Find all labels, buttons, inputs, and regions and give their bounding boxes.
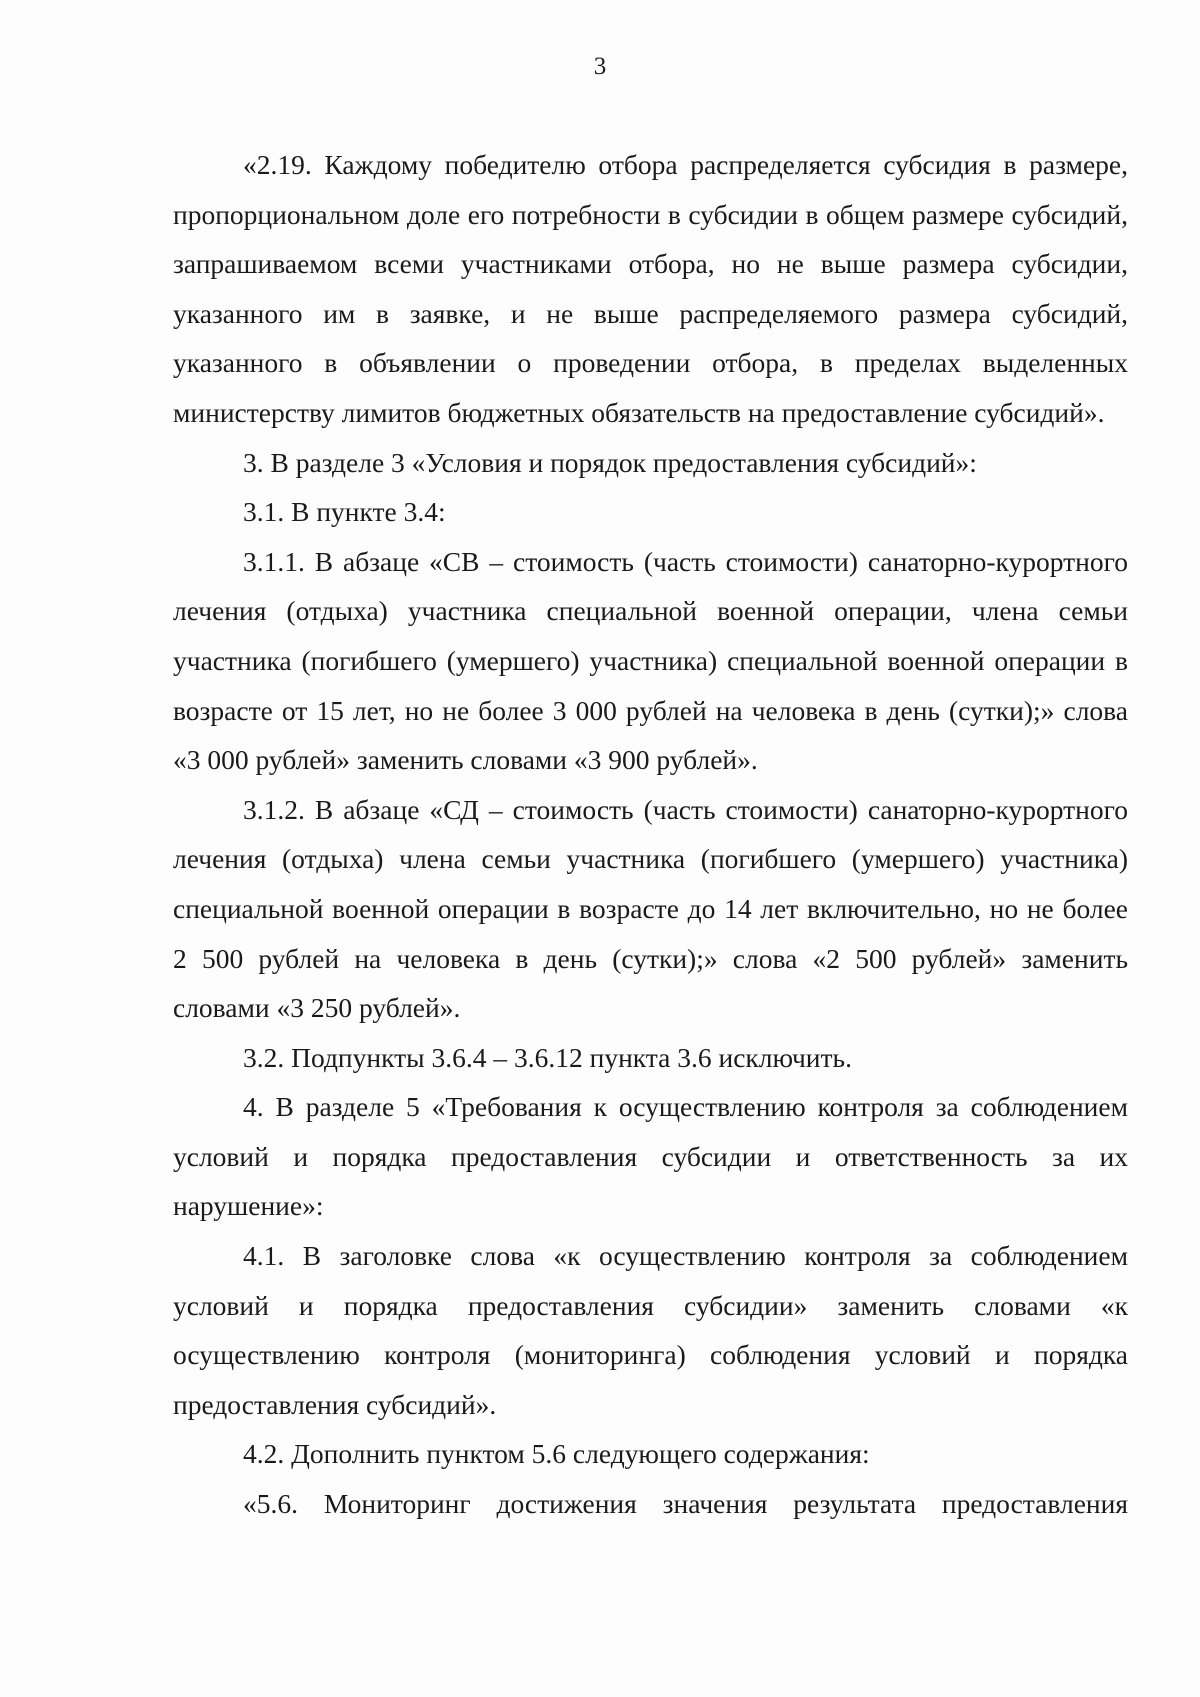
paragraph-2-19 bbox=[173, 140, 1128, 438]
document-body bbox=[173, 140, 1128, 1529]
paragraph-4-2 bbox=[173, 1429, 1128, 1479]
paragraph-3-1-2 bbox=[173, 785, 1128, 1033]
text-line: более 2 500 рублей на человека в день (сутки);» слова «2 500 рублей» заменить bbox=[173, 892, 1129, 974]
text-line: предоставления субсидий». bbox=[173, 1388, 497, 1420]
text-line: «5.6. Мониторинг достижения значения результата предоставления bbox=[243, 1488, 1128, 1520]
text-line: «2.19. Каждому победителю отбора распределяется субсидия в размере, bbox=[243, 149, 1128, 180]
paragraph-4-1 bbox=[173, 1231, 1128, 1429]
paragraph-3 bbox=[173, 438, 1128, 488]
text-line: условий и порядка предоставления субсидии и ответственность за их bbox=[173, 1140, 1128, 1172]
text-line: 3.1. В пункте 3.4: bbox=[243, 496, 446, 528]
text-line: субсидий, указанного в объявлении о проведении отбора, в пределах bbox=[173, 297, 1129, 379]
text-line: лечения (отдыха) члена семьи участника (погибшего (умершего) участника) bbox=[173, 843, 1128, 875]
text-line: 3.1.2. В абзаце «СД – стоимость (часть стоимости) санаторно-курортного bbox=[243, 793, 1128, 825]
text-line: субсидии, указанного им в заявке, и не выше распределяемого размера bbox=[173, 248, 1128, 329]
paragraph-3-2 bbox=[173, 1033, 1128, 1083]
text-line: условий и порядка предоставления субсидии» заменить словами «к bbox=[173, 1289, 1128, 1321]
text-line: 4. В разделе 5 «Требования к осуществлению контроля за соблюдением bbox=[243, 1091, 1128, 1123]
paragraph-3-1-1 bbox=[173, 537, 1128, 785]
text-line: субсидий, запрашиваемом всеми участниками отбора, но не выше размера bbox=[173, 198, 1128, 280]
text-line: нарушение»: bbox=[173, 1190, 324, 1222]
text-line: в возрасте от 15 лет, но не более 3 000 рублей на человека в день (сутки);» bbox=[173, 644, 1128, 726]
text-line: специальной военной операции в возрасте до 14 лет включительно, но не bbox=[173, 892, 1054, 924]
paragraph-5-6 bbox=[173, 1479, 1128, 1529]
text-line: 4.2. Дополнить пунктом 5.6 следующего содержания: bbox=[243, 1438, 870, 1470]
text-line: 4.1. В заголовке слова «к осуществлению контроля за соблюдением bbox=[243, 1240, 1128, 1272]
text-line: предоставление субсидий». bbox=[781, 396, 1105, 428]
text-line: участника (погибшего (умершего) участника) специальной военной операции bbox=[173, 644, 1106, 676]
text-line: 3. В разделе 3 «Условия и порядок предоставления субсидий»: bbox=[243, 446, 977, 478]
paragraph-4 bbox=[173, 1082, 1128, 1231]
text-line: 3.2. Подпункты 3.6.4 – 3.6.12 пункта 3.6 исключить. bbox=[243, 1041, 852, 1073]
text-line: лечения (отдыха) участника специальной военной операции, члена семьи bbox=[173, 595, 1128, 627]
page-number: 3 bbox=[593, 53, 607, 80]
text-line: осуществлению контроля (мониторинга) соблюдения условий и порядка bbox=[173, 1339, 1128, 1371]
text-line: словами «3 250 рублей». bbox=[173, 992, 461, 1024]
text-line: слова «3 000 рублей» заменить словами «3 900 рублей». bbox=[173, 694, 1129, 776]
paragraph-3-1 bbox=[173, 487, 1128, 537]
text-line: пропорциональном доле его потребности в субсидии в общем размере bbox=[173, 198, 1005, 230]
text-line: выделенных министерству лимитов бюджетных обязательств на bbox=[173, 347, 1128, 428]
text-line: 3.1.1. В абзаце «СВ – стоимость (часть стоимости) санаторно-курортного bbox=[243, 545, 1128, 577]
